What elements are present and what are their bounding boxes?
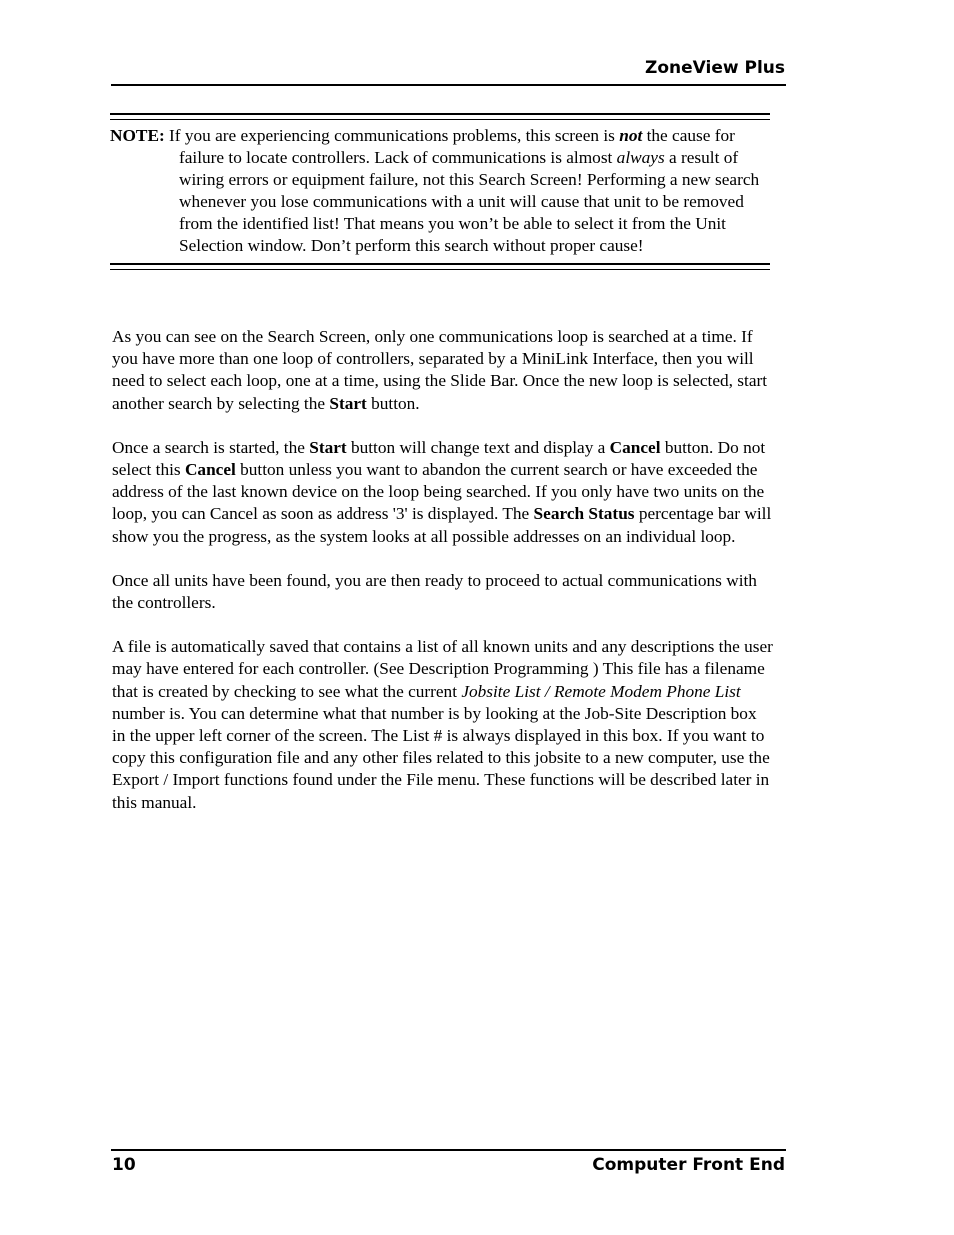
note-top-rule xyxy=(110,113,770,120)
bold-term-cancel: Cancel xyxy=(184,460,236,480)
note-text xyxy=(110,120,770,263)
text-run: A file is automatically saved that contains a list of all known units and any descriptions the user may have entered for each controller. (See Description Programming ) This file has a filename that is created by checking to see what the current xyxy=(112,637,773,701)
bold-term-cancel: Cancel xyxy=(609,437,661,457)
footer-rule xyxy=(111,1149,786,1151)
text-run: percentage bar will show you the progress, as the system looks at all possible addresses on an individual loop. xyxy=(112,504,772,546)
text-run: button. Do not select this xyxy=(112,437,766,480)
running-header-title: ZoneView Plus xyxy=(645,58,785,78)
text-run: button will change text and display a xyxy=(346,437,610,457)
header-rule xyxy=(111,84,786,86)
note-emphasis-not: not xyxy=(619,126,643,145)
text-run: button unless you want to abandon the current search or have exceeded the address of the last known device on the loop being searched. If you only have two units on the loop, you can Cancel as soon as address '3' is displayed. The xyxy=(112,460,765,524)
bold-term-start: Start xyxy=(309,437,347,457)
paragraph-units-found xyxy=(112,570,774,614)
note-text-part: If you are experiencing communications problems, this screen is xyxy=(164,126,620,145)
page-number: 10 xyxy=(112,1155,136,1175)
running-footer-section: Computer Front End xyxy=(592,1155,785,1175)
paragraph-config-file xyxy=(112,636,774,814)
note-text-part: a result of wiring errors or equipment failure, not this Search Screen! Performing a new search whenever you lose communications with a unit will cause that unit to be removed from the identified list! That means you won’t be able to select it from the Unit Selection window. Don’t perform this search without proper cause! xyxy=(179,148,760,255)
paragraph-search-loop xyxy=(112,326,774,415)
text-run: number is. You can determine what that number is by looking at the Job-Site Description box in the upper left corner of the screen. The List # is always displayed in this box. If you want to copy this configuration file and any other files related to this jobsite to a new computer, use the Export / Import functions found under the File menu. These functions will be described later in this manual. xyxy=(112,703,770,812)
bold-term-start: Start xyxy=(329,393,367,413)
text-run: Once all units have been found, you are then ready to proceed to actual communications with the controllers. xyxy=(112,570,757,613)
note-box xyxy=(110,113,770,270)
italic-term-jobsite-list: Jobsite List / Remote Modem Phone List xyxy=(461,681,741,701)
body-text xyxy=(112,326,774,836)
paragraph-cancel xyxy=(112,437,774,548)
text-run: As you can see on the Search Screen, only one communications loop is searched at a time. If you have more than one loop of controllers, separated by a MiniLink Interface, then you will need to select each loop, one at a time, using the Slide Bar. Once the new loop is selected, start another search by selecting the xyxy=(112,327,768,413)
note-emphasis-always: always xyxy=(616,148,665,167)
note-bottom-rule xyxy=(110,263,770,270)
note-text-part: the cause for failure to locate controllers. Lack of communications is almost xyxy=(179,126,735,167)
note-label: NOTE: xyxy=(110,126,165,145)
bold-term-search-status: Search Status xyxy=(533,504,635,524)
text-run: Once a search is started, the xyxy=(112,437,310,457)
text-run: button. xyxy=(366,393,420,413)
